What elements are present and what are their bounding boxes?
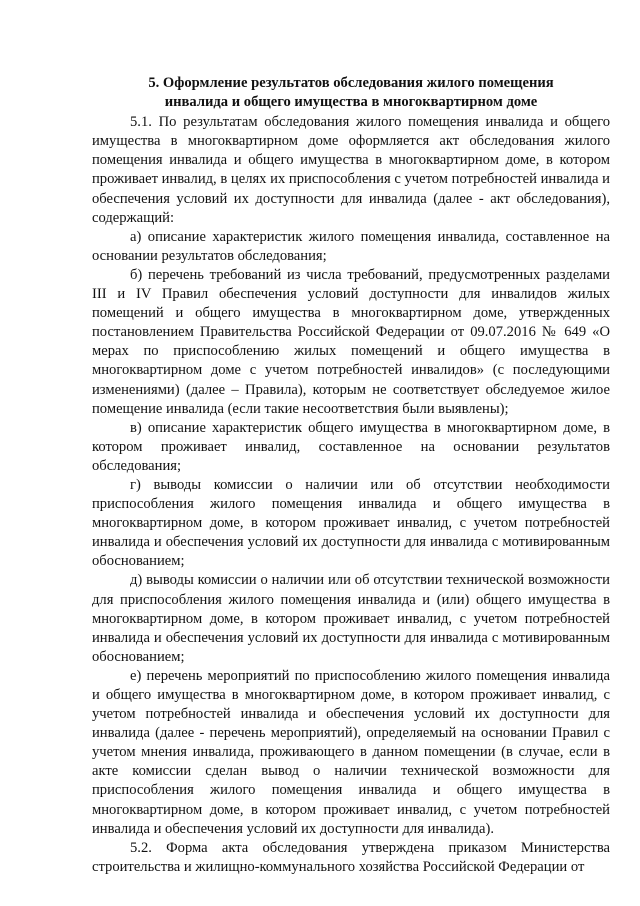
paragraph-item-v: в) описание характеристик общего имущества в многоквартирном доме, в котором проживает инвалид, составленное на основании результатов обследования;	[92, 419, 610, 474]
paragraph-item-a: а) описание характеристик жилого помещения инвалида, составленное на основании результатов обследования;	[92, 228, 610, 264]
paragraph-item-g: г) выводы комиссии о наличии или об отсутствии необходимости приспособления жилого помещения инвалида и общего имущества в многоквартирном доме, в котором проживает инвалид, с учетом потребностей инвалида и обеспечения условий их доступности для инвалида с мотивированным обоснованием;	[92, 476, 610, 570]
section-title	[92, 74, 610, 112]
paragraph-5-2: 5.2. Форма акта обследования утверждена приказом Министерства строительства и жилищно-коммунального хозяйства Российской Федерации от	[92, 839, 610, 875]
section-title-line-2: инвалида и общего имущества в многоквартирном доме	[164, 94, 538, 111]
paragraph-item-b: б) перечень требований из числа требований, предусмотренных разделами III и IV Правил обеспечения условий доступности для инвалидов жилых помещений и общего имущества в многоквартирном доме, утвержденных постановлением Правительства Российской Федерации от 09.07.2016 № 649 «О мерах по приспособлению жилых помещений и общего имущества в многоквартирном доме с учетом потребностей инвалидов» (с последующими изменениями) (далее – Правила), которым не соответствует обследуемое жилое помещение инвалида (если такие несоответствия были выявлены);	[92, 266, 610, 417]
paragraph-5-1: 5.1. По результатам обследования жилого помещения инвалида и общего имущества в многоквартирном доме оформляется акт обследования жилого помещения инвалида и общего имущества в многоквартирном доме, в котором проживает инвалид, в целях их приспособления с учетом потребностей инвалида и обеспечения условий их доступности для инвалида (далее - акт обследования), содержащий:	[92, 114, 610, 226]
paragraph-item-e: е) перечень мероприятий по приспособлению жилого помещения инвалида и общего имущества в многоквартирном доме, в котором проживает инвалид, с учетом потребностей инвалида и обеспечения условий их доступности для инвалида (далее - перечень мероприятий), определяемый на основании Правил с учетом мнения инвалида, проживающего в данном помещении (в случае, если в акте комиссии сделан вывод о наличии технической возможности для приспособления жилого помещения инвалида и общего имущества в многоквартирном доме, в котором проживает инвалид, с учетом потребностей инвалида и обеспечения условий их доступности для инвалида).	[92, 667, 610, 837]
paragraph-item-d: д) выводы комиссии о наличии или об отсутствии технической возможности для приспособления жилого помещения инвалида и (или) общего имущества в многоквартирном доме, в котором проживает инвалид, с учетом потребностей инвалида и обеспечения условий их доступности для инвалида с мотивированным обоснованием;	[92, 572, 610, 665]
section-title-line-1: 5. Оформление результатов обследования жилого помещения	[148, 75, 554, 91]
